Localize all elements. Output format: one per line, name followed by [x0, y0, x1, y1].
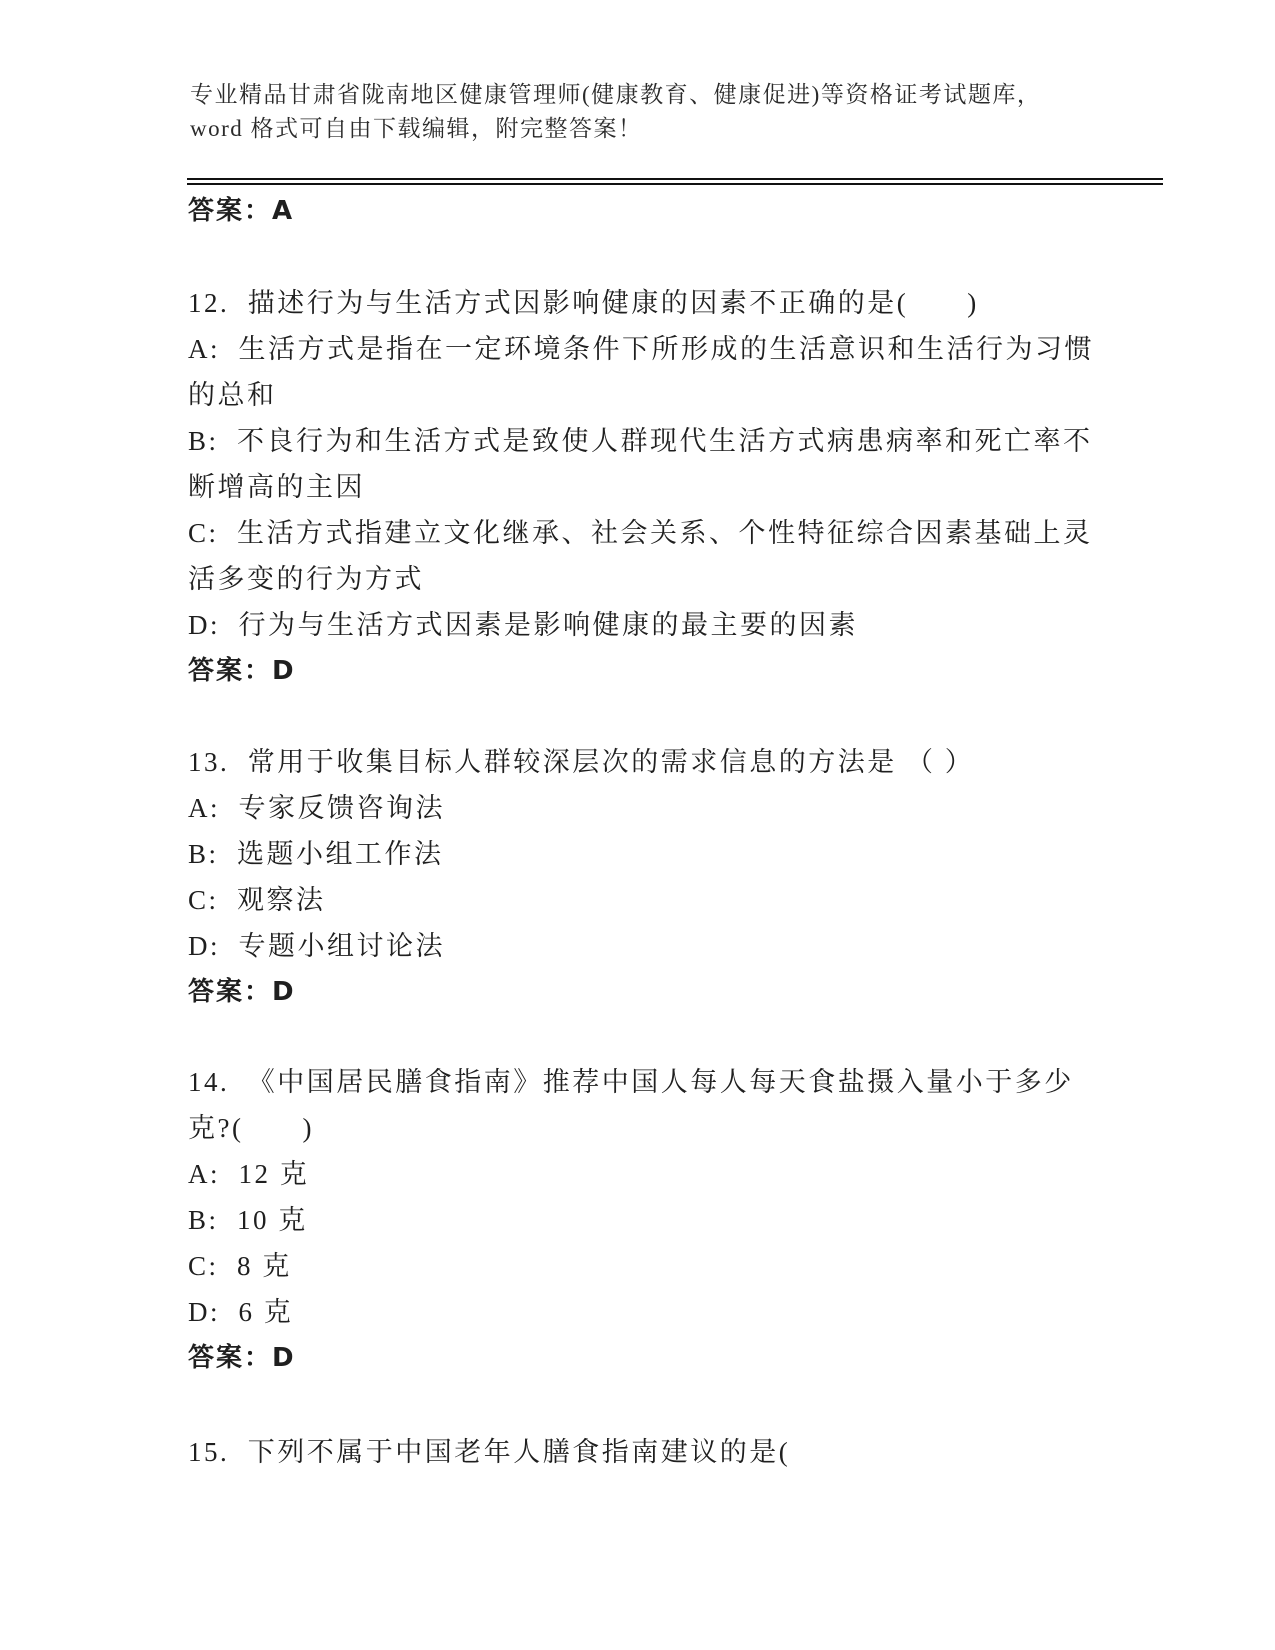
answer-text: 答案：A	[188, 196, 295, 226]
option-c: C: 8 克	[188, 1251, 292, 1281]
question-text: 15. 下列不属于中国老年人膳食指南建议的是(	[188, 1437, 791, 1467]
question-13	[188, 739, 1173, 1015]
option-d: D: 行为与生活方式因素是影响健康的最主要的因素	[188, 610, 858, 640]
option-c: C: 观察法	[188, 885, 326, 915]
option-d: D: 6 克	[188, 1297, 294, 1327]
option-b: B: 选题小组工作法	[188, 839, 444, 869]
header-divider-rule	[187, 178, 1163, 185]
question-15	[188, 1429, 1173, 1475]
option-a: A: 12 克	[188, 1159, 310, 1189]
option-b: B: 不良行为和生活方式是致使人群现代生活方式病患病率和死亡率不	[188, 426, 1093, 456]
option-d: D: 专题小组讨论法	[188, 931, 445, 961]
question-text: 12. 描述行为与生活方式因影响健康的因素不正确的是( )	[188, 288, 979, 318]
option-c-wrap: 活多变的行为方式	[188, 564, 424, 594]
answer-text: 答案：D	[188, 1343, 296, 1373]
header-line: 专业精品甘肃省陇南地区健康管理师(健康教育、健康促进)等资格证考试题库，	[190, 82, 1042, 107]
page-header	[190, 78, 1140, 146]
header-line: word 格式可自由下载编辑，附完整答案！	[190, 116, 643, 141]
option-a-wrap: 的总和	[188, 380, 277, 410]
option-b: B: 10 克	[188, 1205, 308, 1235]
option-c: C: 生活方式指建立文化继承、社会关系、个性特征综合因素基础上灵	[188, 518, 1093, 548]
question-text: 14. 《中国居民膳食指南》推荐中国人每人每天食盐摄入量小于多少	[188, 1067, 1074, 1097]
answer-line-q11	[188, 188, 1173, 234]
question-12	[188, 280, 1173, 694]
answer-text: 答案：D	[188, 977, 296, 1007]
question-text-wrap: 克?( )	[188, 1113, 314, 1143]
option-b-wrap: 断增高的主因	[188, 472, 365, 502]
option-a: A: 生活方式是指在一定环境条件下所形成的生活意识和生活行为习惯	[188, 334, 1094, 364]
question-14	[188, 1059, 1173, 1381]
answer-text: 答案：D	[188, 656, 296, 686]
option-a: A: 专家反馈咨询法	[188, 793, 445, 823]
question-text: 13. 常用于收集目标人群较深层次的需求信息的方法是 （ ）	[188, 747, 975, 777]
